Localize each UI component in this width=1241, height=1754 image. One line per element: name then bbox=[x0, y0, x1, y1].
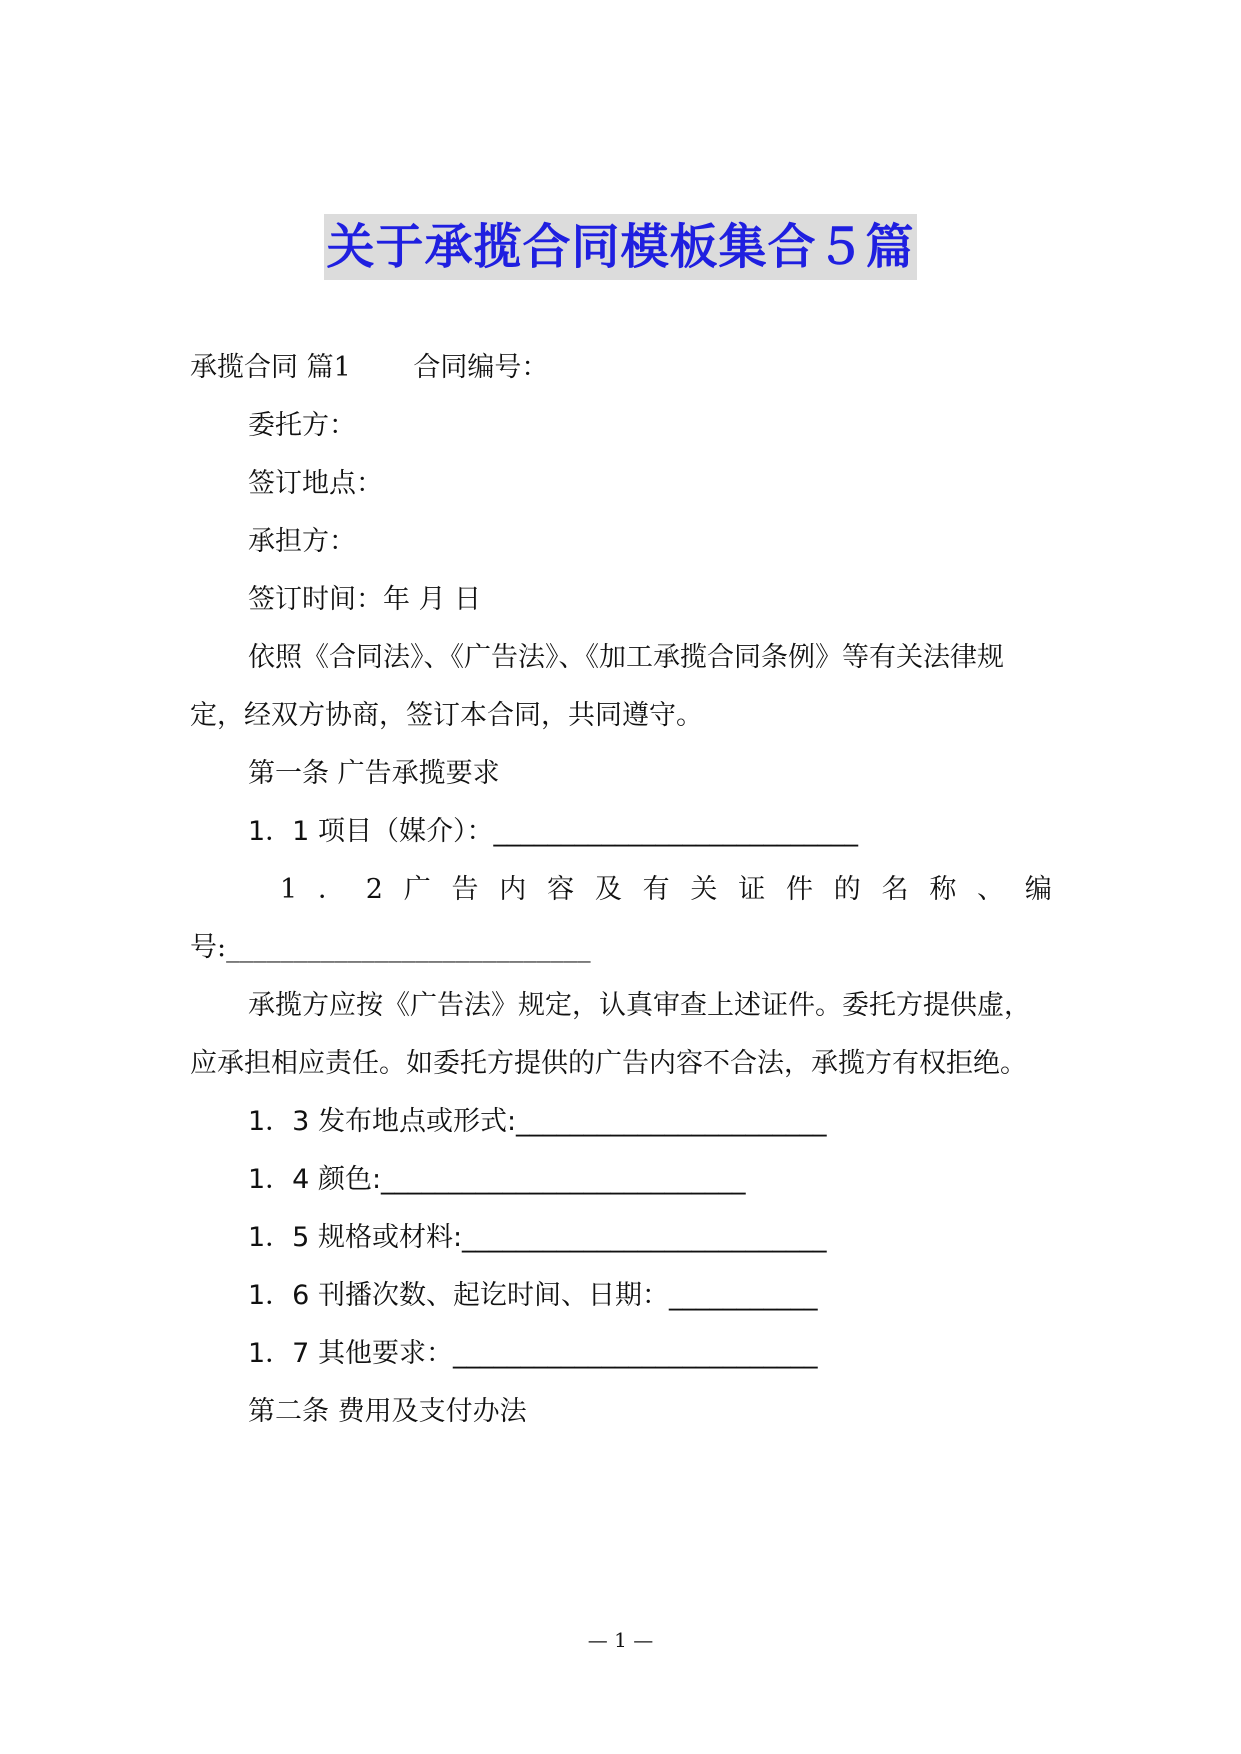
justified-char: 关 bbox=[690, 874, 718, 905]
paragraph-line: 承揽方应按《广告法》规定，认真审查上述证件。委托方提供虚， bbox=[248, 990, 1031, 1021]
signing-time-line: 签订时间：年 月 日 bbox=[248, 584, 482, 615]
justified-char: 名 bbox=[881, 874, 909, 905]
justified-char: 广 bbox=[403, 874, 431, 905]
justified-char: 编 bbox=[1024, 874, 1052, 905]
page-number: — 1 — bbox=[587, 1628, 654, 1652]
justified-char: 及 bbox=[594, 874, 622, 905]
item-line: 1．3 发布地点或形式:_______________________ bbox=[248, 1106, 827, 1137]
client-line: 委托方： bbox=[248, 410, 356, 441]
justified-char: 、 bbox=[977, 874, 1005, 905]
item-line: 号:___________________________ bbox=[190, 932, 591, 963]
signing-place-line: 签订地点： bbox=[248, 468, 383, 499]
item-line: 1．6 刊播次数、起讫时间、日期：___________ bbox=[248, 1280, 818, 1311]
item-line: 1．7 其他要求：___________________________ bbox=[248, 1338, 818, 1369]
justified-char: 内 bbox=[499, 874, 527, 905]
title-container bbox=[0, 214, 1241, 280]
article-heading: 第一条 广告承揽要求 bbox=[248, 758, 500, 789]
justified-char: 的 bbox=[833, 874, 861, 905]
paragraph-line: 依照《合同法》、《广告法》、《加工承揽合同条例》等有关法律规 bbox=[248, 642, 1004, 673]
justified-char: 告 bbox=[451, 874, 479, 905]
justified-char: 2 bbox=[365, 874, 383, 905]
item-line: 1．5 规格或材料:___________________________ bbox=[248, 1222, 827, 1253]
justified-char: ． bbox=[317, 874, 345, 905]
justified-char: 容 bbox=[547, 874, 575, 905]
justified-char: 1 bbox=[280, 874, 298, 905]
paragraph-line: 定，经双方协商，签订本合同，共同遵守。 bbox=[190, 700, 703, 731]
paragraph-line: 应承担相应责任。如委托方提供的广告内容不合法，承揽方有权拒绝。 bbox=[190, 1048, 1027, 1079]
item-line: 1．4 颜色:___________________________ bbox=[248, 1164, 746, 1195]
item-line: 1．1 项目（媒介）：___________________________ bbox=[248, 816, 858, 847]
justified-char: 证 bbox=[738, 874, 766, 905]
justified-line bbox=[280, 870, 1052, 910]
document-title: 关于承揽合同模板集合５篇 bbox=[324, 214, 916, 280]
justified-char: 有 bbox=[642, 874, 670, 905]
article-heading: 第二条 费用及支付办法 bbox=[248, 1396, 527, 1427]
contract-header-line: 承揽合同 篇1 合同编号： bbox=[190, 352, 549, 383]
contractor-line: 承担方： bbox=[248, 526, 356, 557]
justified-char: 件 bbox=[785, 874, 813, 905]
justified-char: 称 bbox=[929, 874, 957, 905]
